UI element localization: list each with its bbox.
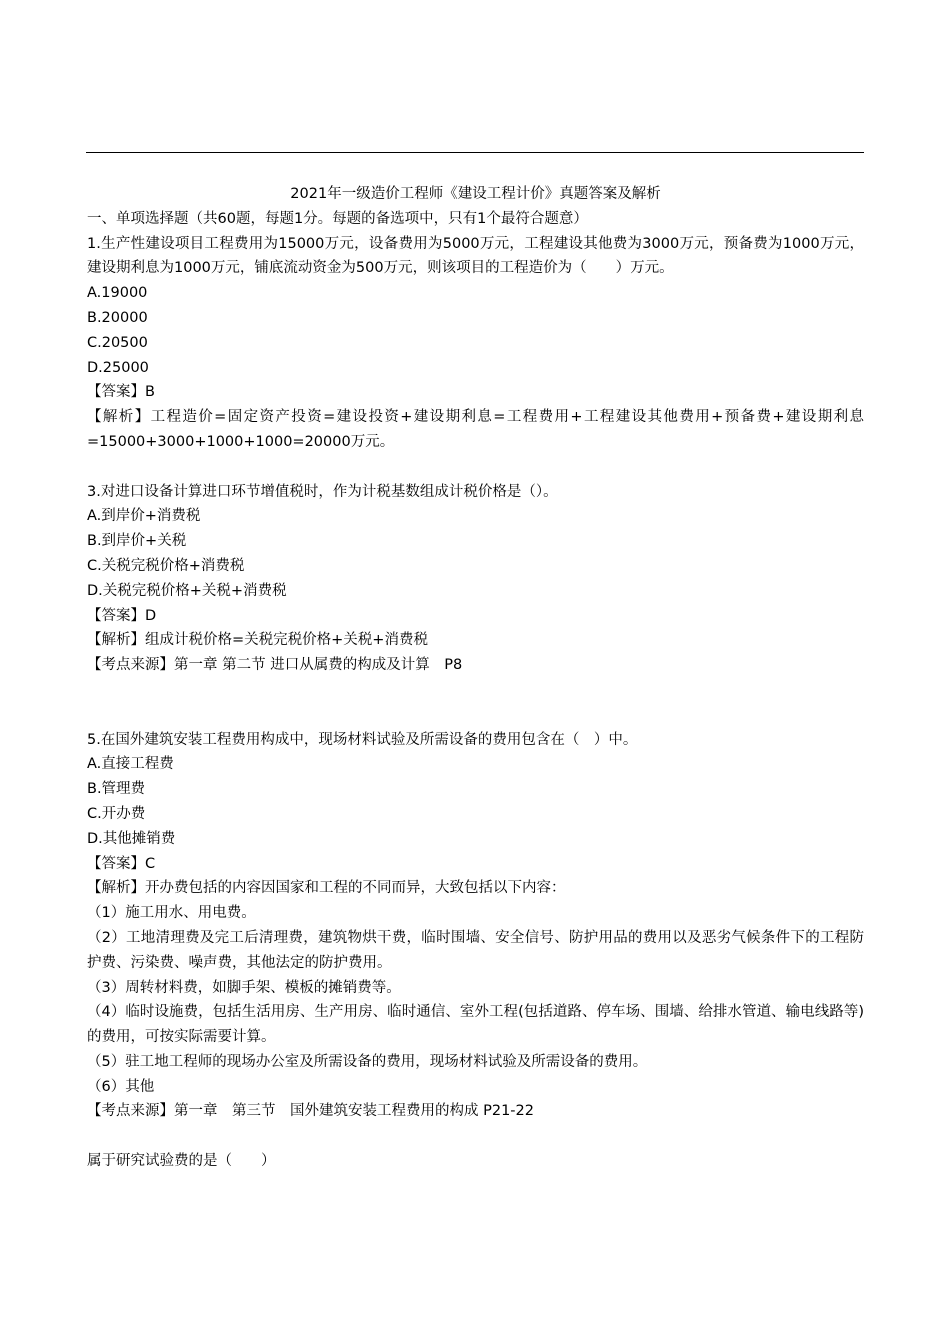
question-5-item-2: （2）工地清理费及完工后清理费，建筑物烘干费，临时围墙、安全信号、防护用品的费用以及恶劣气候条件下的工程防护费、污染费、噪声费，其他法定的防护费用。	[87, 929, 864, 971]
question-5-option-a: A.直接工程费	[87, 756, 174, 773]
question-1-answer: 【答案】B	[87, 384, 155, 401]
question-1-option-b: B.20000	[87, 309, 148, 326]
question-5-answer: 【答案】C	[87, 855, 156, 872]
spacer	[87, 455, 864, 480]
question-5-item-1: （1）施工用水、用电费。	[87, 905, 256, 922]
question-3-source: 【考点来源】第一章 第二节 进口从属费的构成及计算 P8	[87, 657, 463, 674]
question-5-item-3: （3）周转材料费，如脚手架、模板的摊销费等。	[87, 979, 401, 996]
trailing-question-stem: 属于研究试验费的是（ ）	[87, 1153, 276, 1170]
question-3-option-d: D.关税完税价格+关税+消费税	[87, 582, 287, 599]
question-5-option-b: B.管理费	[87, 781, 146, 798]
section-heading: 一、单项选择题（共60题，每题1分。每题的备选项中，只有1个最符合题意）	[87, 210, 588, 227]
question-5-option-d: D.其他摊销费	[87, 830, 176, 847]
question-5-stem: 5.在国外建筑安装工程费用构成中，现场材料试验及所需设备的费用包含在（ ）中。	[87, 731, 638, 748]
question-5-item-4: （4）临时设施费，包括生活用房、生产用房、临时通信、室外工程(包括道路、停车场、围墙、给排水管道、输电线路等)的费用，可按实际需要计算。	[87, 1004, 864, 1046]
question-3-option-a: A.到岸价+消费税	[87, 508, 201, 525]
question-1-stem: 1.生产性建设项目工程费用为15000万元，设备费用为5000万元，工程建设其他费为3000万元，预备费为1000万元，建设期利息为1000万元，铺底流动资金为500万元，则该项目的工程造价为（ ）万元。	[87, 235, 864, 277]
question-3-analysis: 【解析】组成计税价格=关税完税价格+关税+消费税	[87, 632, 428, 649]
question-5-item-5: （5）驻工地工程师的现场办公室及所需设备的费用，现场材料试验及所需设备的费用。	[87, 1053, 648, 1070]
question-1-option-a: A.19000	[87, 285, 148, 302]
question-3-option-b: B.到岸价+关税	[87, 533, 187, 550]
question-3-answer: 【答案】D	[87, 607, 157, 624]
question-5-item-6: （6）其他	[87, 1078, 155, 1095]
spacer	[87, 678, 864, 728]
question-5-analysis: 【解析】开办费包括的内容因国家和工程的不同而异，大致包括以下内容：	[87, 880, 566, 897]
document-body	[87, 182, 864, 1174]
question-5-option-c: C.开办费	[87, 805, 146, 822]
document-title: 2021年一级造价工程师《建设工程计价》真题答案及解析	[290, 186, 661, 202]
question-1-analysis: 【解析】工程造价=固定资产投资=建设投资+建设期利息=工程费用+工程建设其他费用+预备费+建设期利息=15000+3000+1000+1000=20000万元。	[87, 409, 864, 450]
question-1-option-d: D.25000	[87, 359, 149, 376]
question-3-option-c: C.关税完税价格+消费税	[87, 557, 245, 574]
question-5-source: 【考点来源】第一章 第三节 国外建筑安装工程费用的构成 P21-22	[87, 1103, 534, 1120]
header-rule	[86, 152, 864, 153]
spacer	[87, 1124, 864, 1149]
question-1-option-c: C.20500	[87, 334, 148, 351]
question-3-stem: 3.对进口设备计算进口环节增值税时，作为计税基数组成计税价格是（）。	[87, 483, 558, 500]
